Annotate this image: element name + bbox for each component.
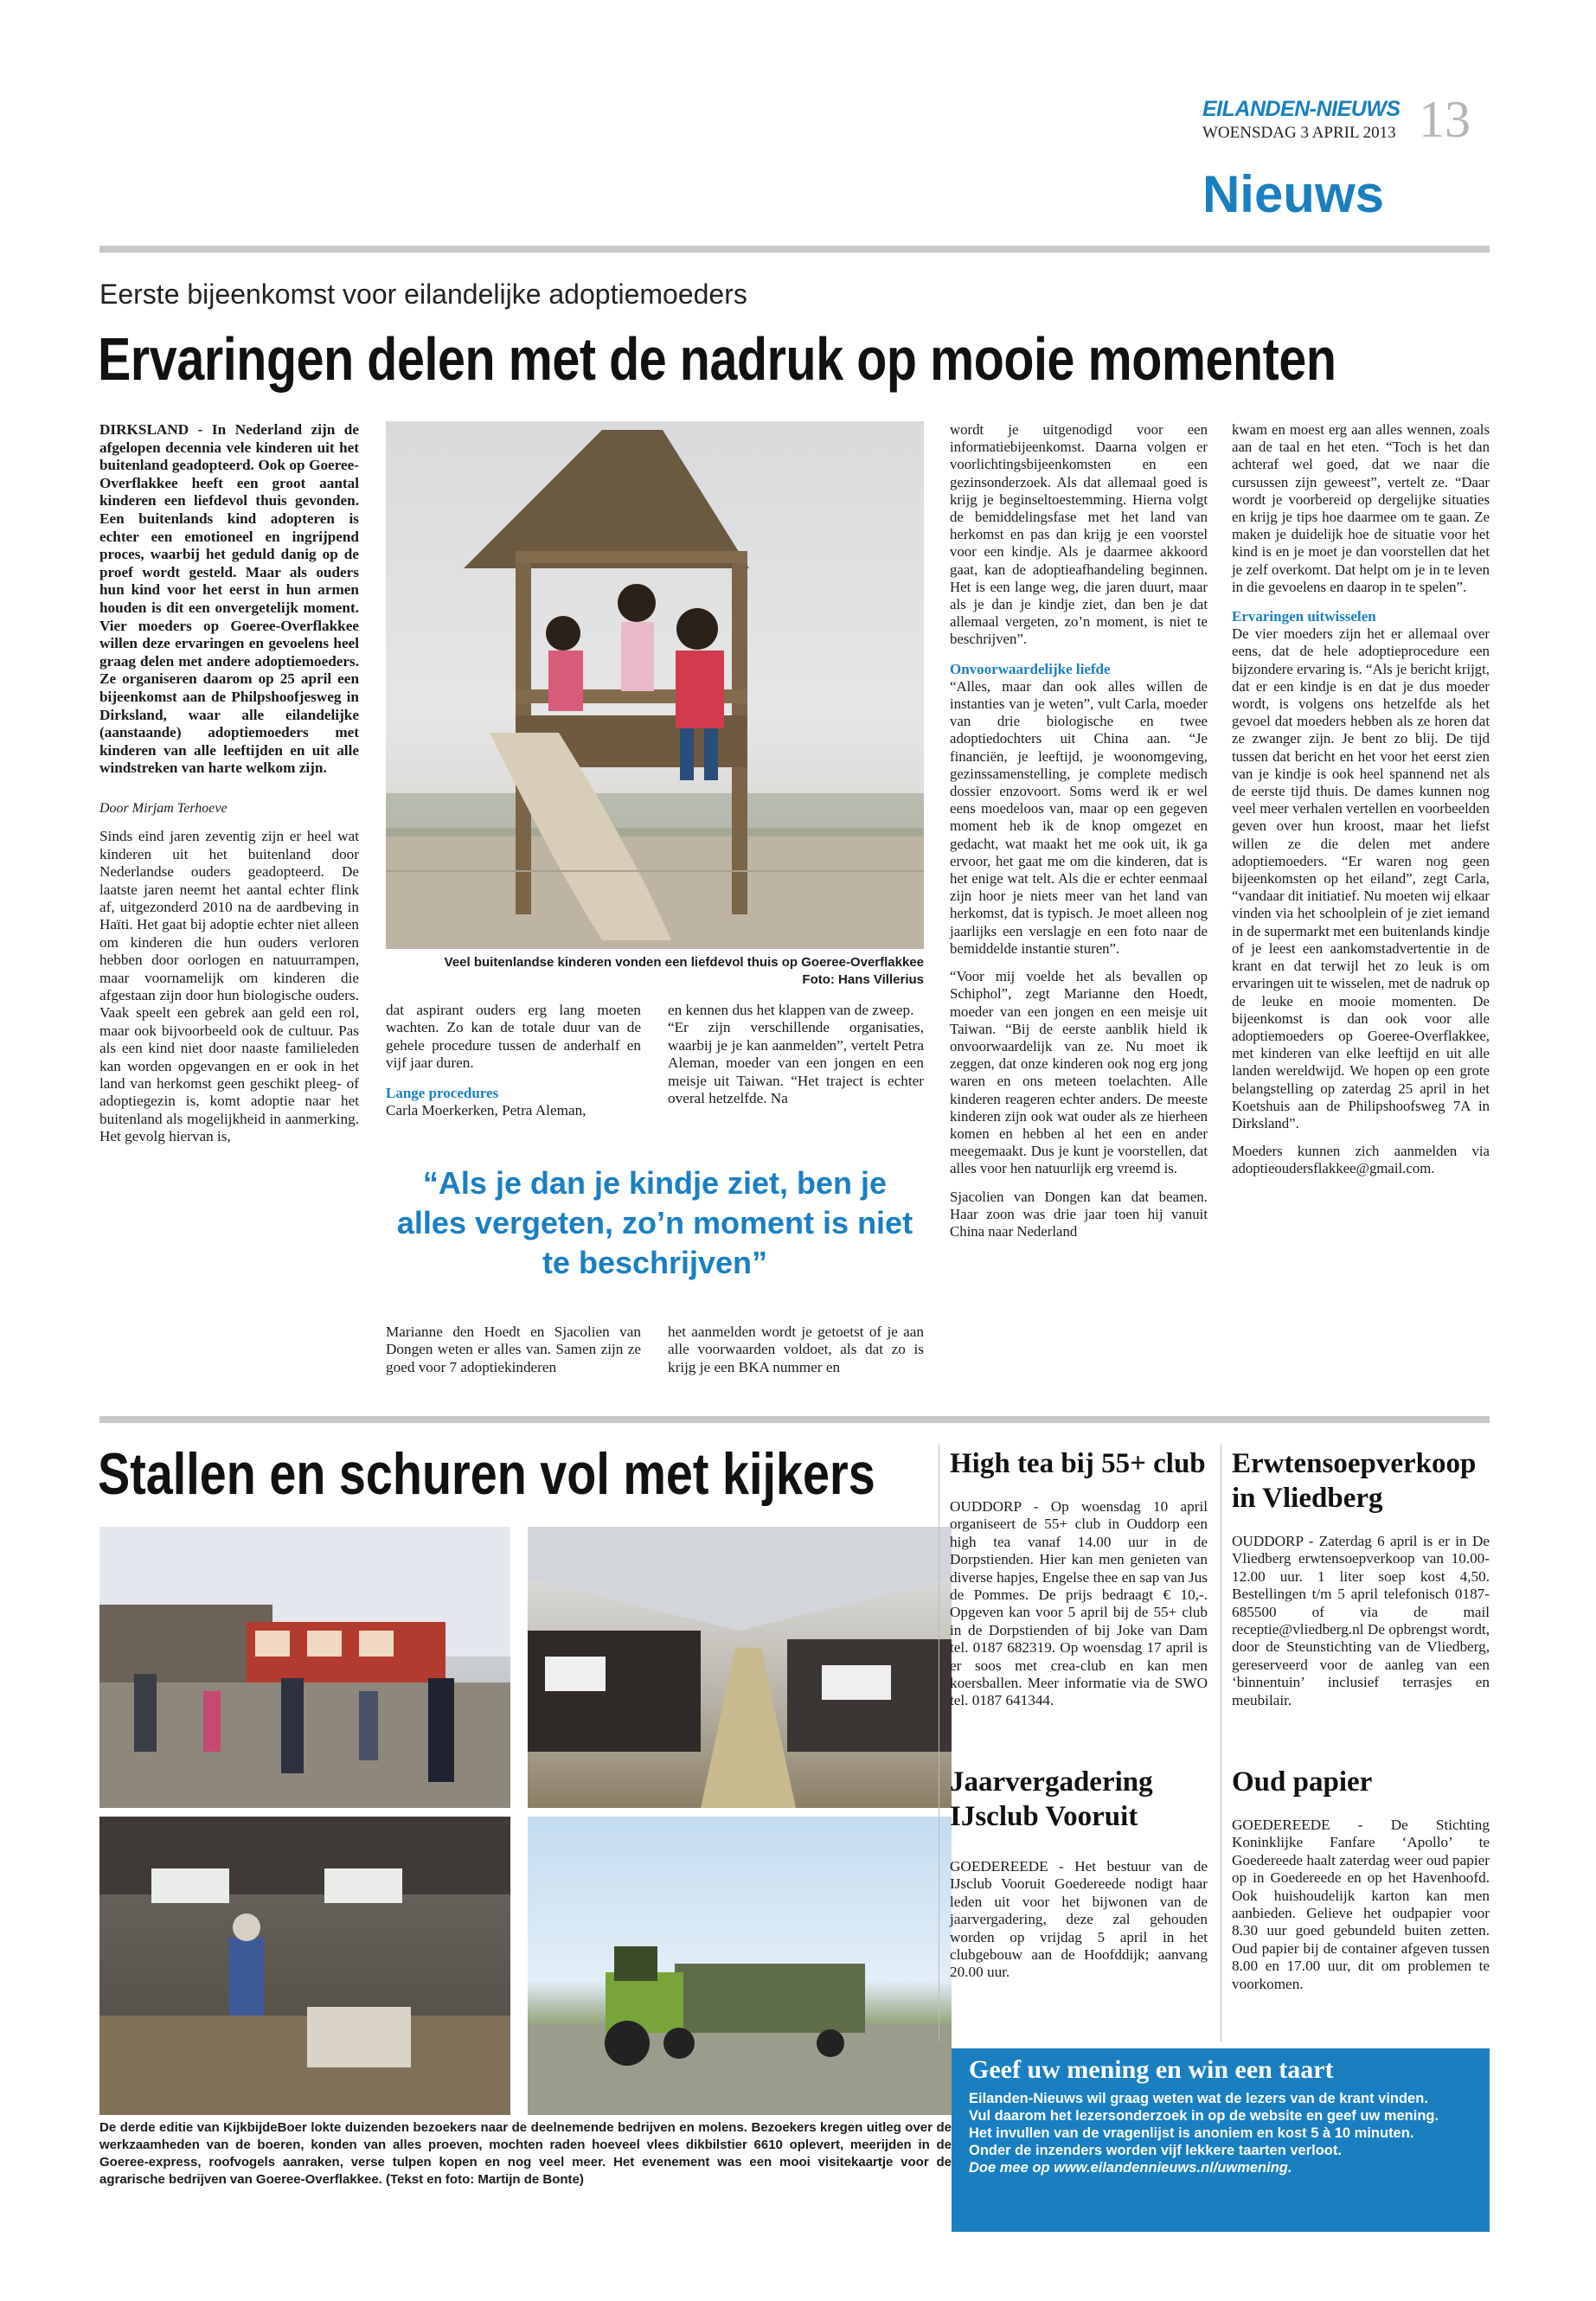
pull-quote: “Als je dan je kindje ziet, ben je alles vergeten, zo’n moment is niet te beschrijven” [396, 1165, 913, 1280]
subhead-onvoorwaardelijke-liefde: Onvoorwaardelijke liefde [950, 660, 1111, 677]
promo-title: Geef uw mening en win een taart [969, 2055, 1334, 2084]
section-title: Nieuws [1202, 165, 1384, 223]
subhead-ervaringen-uitwisselen: Ervaringen uitwisselen [1232, 608, 1376, 625]
newspaper-logo: EILANDEN-NIEUWS [1202, 97, 1401, 121]
col3-bottom: het aanmelden wordt je getoetst of je aan alle voorwaarden voldoet, als dat zo is krijg je een BKA nummer en [668, 1324, 924, 1375]
photo-caption: Veel buitenlandse kinderen vonden een liefdevol thuis op Goeree-Overflakkee [444, 955, 924, 970]
brief-title-jaarvergadering: Jaarvergadering IJsclub Vooruit [950, 1766, 1153, 1832]
article-col-2-bottom [386, 1324, 641, 1387]
article-col-1 [99, 421, 359, 1157]
article-col-3-bottom [668, 1324, 924, 1387]
tractor-illustration [528, 1817, 952, 2115]
barn-cows-photo [528, 1527, 952, 1808]
photo-caption-block [386, 954, 924, 989]
col5-p2: De vier moeders zijn het er allemaal over eens, dat de hele adoptieprocedure een bijzondere ervaring is. “Als je bericht krijgt, dat er een kindje is en dat je dus moeder wordt, is volgens ons hetzelfde als het gevoel dat moeders hebben als ze horen dat ze zwanger zijn. Je bent zo blij. De tijd tussen dat bericht en het voor het eerst zien van je kindje is ook heel spannend net als de eerste tijd thuis. De dames kunnen nog veel meer verhalen vertellen en voorbeelden geven over hun kroost, maar het liefst willen ze die delen met andere adoptiemoeders. “Er waren nog geen bijeenkomsten op het eiland”, zegt Carla, “vandaar dit initiatief. Nu moeten wij elkaar vinden via het schoolplein of je ziet iemand in de supermarkt met een buitenlands kindje of je leest een aankomstadvertentie in de krant en dat terwijl het zo leuk is om ervaringen uit te wisselen, met de nadruk op de leuke en mooie momenten. De bijeenkomst is dan ook voor alle adoptiemoeders op Goeree-Overflakkee, met kinderen van elke leeftijd en uit alle landen wereldwijd. We hopen op een grote belangstelling op zaterdag 25 april in het Koetshuis aan de Philipshoofsweg 7A in Dirksland”. [1232, 625, 1490, 1131]
children-photo-illustration [386, 421, 924, 949]
tractor-photo [528, 1817, 952, 2115]
promo-body [969, 2090, 1472, 2176]
article-col1-body: Sinds eind jaren zeventig zijn er heel wat kinderen uit het buitenland door Nederlandse ouders geadopteerd. De laatste jaren neemt het aantal echter flink af, uitgezonderd 2010 na de aardbeving in Haïti. Het gaat bij adoptie echter niet alleen om kinderen die hun ouders verloren hebben door oorlogen en natuurrampen, maar voornamelijk om kinderen die afgestaan zijn door hun biologische ouders. Vaak speelt een gebrek aan geld een rol, maar ook bijvoorbeeld ook de cultuur. Pas als een kind niet door naaste familieleden kan worden opgevangen en er ook in het land van herkomst geen geschikt pleeg- of adoptiegezin is, komt adoptie naar het buitenland als mogelijkheid in aanmerking. Het gevolg hiervan is, [99, 828, 359, 1145]
page-number: 13 [1419, 91, 1471, 148]
barn-cows-illustration [528, 1527, 952, 1808]
middle-rule [99, 1416, 1490, 1423]
promo-line: Het invullen van de vragenlijst is anoniem en kost 5 à 10 minuten. [969, 2125, 1414, 2141]
issue-date: WOENSDAG 3 APRIL 2013 [1202, 124, 1396, 142]
children-photo [386, 421, 924, 949]
promo-line: Vul daarom het lezersonderzoek in op de website en geef uw mening. [969, 2108, 1439, 2124]
col5-p3: Moeders kunnen zich aanmelden via adoptieoudersflakkee@gmail.com. [1232, 1143, 1490, 1177]
barn-interior-illustration [99, 1817, 510, 2115]
top-rule [99, 246, 1490, 253]
col5-p1: kwam en moest erg aan alles wennen, zoals aan de taal en het eten. “Toch is het dan achteraf wel goed, dat we naar die cursussen zijn geweest”, vertelt ze. “Daar wordt je voorbereid op dergelijke situaties en krijg je tips hoe daarmee om te gaan. Ze maken je duidelijk hoe de situatie voor het kind is en je moet je dan voorstellen dat het je zelf overkomt. Dat helpt om je in te leven in die gevoelens en daarop in te spelen”. [1232, 421, 1490, 595]
article-col-2 [386, 1002, 641, 1130]
brief-body-high-tea: OUDDORP - Op woensdag 10 april organiseert de 55+ club in Ouddorp een high tea vanaf 14.00 uur in de Dorpstienden. Hier kan men genieten van diverse hapjes, Engelse thee en sap van Jus de Pommes. De prijs bedraagt € 10,-. Opgeven kan voor 5 april bij de 55+ club in de Dorpstienden of bij Joke van Dam tel. 0187 682319. Op woensdag 17 april is er soos met crea-club en kan men koersballen. Meer informatie via de SWO tel. 0187 641344. [950, 1498, 1208, 1709]
farm-crowd-photo [99, 1527, 510, 1808]
article-col-4 [950, 421, 1208, 1251]
photo-credit: Foto: Hans Villerius [802, 972, 924, 987]
col4-p2: “Alles, maar dan ook alles willen de instanties van je weten”, vult Carla, moeder van drie biologische en twee adoptiedochters uit China aan. “Je financiën, je leeftijd, je woonomgeving, gezinssamenstelling, je complete medisch dossier enzovoort. Soms werd ik er wel eens moedeloos van, maar op een gegeven moment heb ik de knop omgezet en gedacht, wat maakt het me ook uit, ik ga ervoor, het gaat me om die kinderen, dat is het enige wat telt. Als die er echter eenmaal zijn hoor je niets meer van het land van herkomst, dat is typisch. Je moet alleen nog jaarlijks een verslagje en een foto naar de bemiddelde instantie sturen”. [950, 677, 1208, 957]
survey-promo-box [952, 2048, 1490, 2232]
brief-body-erwtensoep: OUDDORP - Zaterdag 6 april is er in De Vliedberg erwtensoepverkoop van 10.00-12.00 uur. 1 liter soep kost 4,50. Bestellingen t/m 5 april telefonisch 0187-685500 of via de mail receptie@vliedberg.nl De opbrengst wordt, door de Steunstichting van de Vliedberg, gereserveerd voor de aanleg van een ‘binnentuin’ inclusief terrasjes en meubilair. [1232, 1533, 1490, 1708]
masthead [1202, 97, 1401, 143]
brief-title-oud-papier: Oud papier [1232, 1766, 1373, 1798]
brief-title-high-tea: High tea bij 55+ club [950, 1448, 1206, 1479]
col2-text2: Carla Moerkerken, Petra Aleman, [386, 1102, 586, 1119]
col4-p3: “Voor mij voelde het als bevallen op Schiphol”, zegt Marianne den Hoedt, moeder van een jongen en een meisje uit Taiwan. “Bij de eerste aanblik hield ik onvoorwaardelijk van ze. Nu moet ik zeggen, dat onze kinderen ook nog erg jong waren en ons meteen toelachten. Alle kinderen reageren echter anders. De meeste kinderen zijn ook wat ouder als ze hierheen komen en hebben al het een en ander meegemaakt. Dus je kunt je voorstellen, dat alles voor hen natuurlijk erg vreemd is. [950, 968, 1208, 1177]
barn-interior-photo [99, 1817, 510, 2115]
article-kicker: Eerste bijeenkomst voor eilandelijke adoptiemoeders [99, 279, 747, 310]
promo-survey-link[interactable]: Doe mee op www.eilandennieuws.nl/uwmening. [969, 2160, 1292, 2176]
byline: Door Mirjam Terhoeve [99, 800, 228, 816]
stallen-headline: Stallen en schuren vol met kijkers [98, 1441, 875, 1507]
brief-body-oud-papier: GOEDEREEDE - De Stichting Koninklijke Fanfare ‘Apollo’ te Goedereede haalt zaterdag weer oud papier op in Goedereede en op het Havenhoofd. Ook huishoudelijk karton kan men aanbieden. Gelieve het oudpapier voor 8.30 uur goed gebundeld buiten zetten. Oud papier bij de container afgeven tussen 8.00 en 17.00 uur, dit om problemen te voorkomen. [1232, 1817, 1490, 1992]
col3-text: en kennen dus het klappen van de zweep. “Er zijn verschillende organisaties, waarbij je je kan aanmelden”, vertelt Petra Aleman, moeder van een jongen en een meisje uit Taiwan. “Het traject is echter overal hetzelfde. Na [668, 1002, 924, 1107]
article-col-5 [1232, 421, 1490, 1189]
article-headline: Ervaringen delen met de nadruk op mooie momenten [98, 325, 1336, 393]
farm-crowd-illustration [99, 1527, 510, 1808]
promo-line: Onder de inzenders worden vijf lekkere taarten verloot. [969, 2143, 1342, 2158]
brief-title-erwtensoep: Erwtensoepverkoop in Vliedberg [1232, 1448, 1477, 1514]
col4-p1: wordt je uitgenodigd voor een informatiebijeenkomst. Daarna volgen er voorlichtingsbijeenkomsten en een gezinsonderzoek. Als dat allemaal goed is krijg je beginseltoestemming. Hierna volgt de bemiddelingsfase met het land van herkomst en pas dan krijg je een voorstel voor een kindje. Als je daarmee akkoord gaat, kan de adoptieafhandeling beginnen. Het is een lange weg, die jaren duurt, maar als je dan je kindje ziet, dan ben je dat allemaal vergeten, zo’n moment, is niet te beschrijven”. [950, 421, 1208, 648]
article-col-3 [668, 1002, 924, 1118]
promo-line: Eilanden-Nieuws wil graag weten wat de lezers van de krant vinden. [969, 2091, 1428, 2106]
stallen-caption: De derde editie van KijkbijdeBoer lokte duizenden bezoekers naar de deelnemende bedrijven en molens. Bezoekers kregen uitleg over de werkzaamheden van de boeren, konden van alles proeven, mochten raden hoeveel vlees dikbilstier 6610 oplevert, meerijden in de Goeree-express, roofvogels aanraken, verse tulpen kopen en nog veel meer. Het evenement was een mooi visitekaartje voor de agrarische bedrijven van Goeree-Overflakkee. (Tekst en foto: Martijn de Bonte) [99, 2120, 952, 2187]
col2-text: dat aspirant ouders erg lang moeten wachten. Zo kan de totale duur van de gehele procedure tussen de anderhalf en vijf jaar duren. [386, 1002, 641, 1072]
col2-bottom: Marianne den Hoedt en Sjacolien van Dongen weten er alles van. Samen zijn ze goed voor 7 adoptiekinderen [386, 1324, 641, 1375]
subhead-lange-procedures: Lange procedures [386, 1084, 499, 1101]
article-lead: DIRKSLAND - In Nederland zijn de afgelopen decennia vele kinderen uit het buitenland geadopteerd. Ook op Goeree-Overflakkee heeft een groot aantal kinderen een liefdevol thuis gevonden. Een buitenlands kind adopteren is echter een emotioneel en ingrijpend proces, waarbij het geduld danig op de proef wordt gesteld. Maar als ouders hun kind voor het eerst in hun armen houden is dit een onvergetelijk moment. Vier moeders op Goeree-Overflakkee willen deze ervaringen en gevoelens heel graag delen met andere adoptiemoeders. Ze organiseren daarom op 25 april een bijeenkomst aan de Philpshoofjesweg in Dirksland, waar alle eilandelijke (aanstaande) adoptiemoeders met kinderen van alle leeftijden en uit alle windstreken van harte welkom zijn. [99, 421, 359, 777]
col4-p4: Sjacolien van Dongen kan dat beamen. Haar zoon was drie jaar toen hij vanuit China naar Nederland [950, 1188, 1208, 1240]
brief-body-jaarvergadering: GOEDEREEDE - Het bestuur van de IJsclub Vooruit Goedereede nodigt haar leden uit voor het bijwonen van de jaarvergadering, deze zal gehouden worden op vrijdag 5 april in het clubgebouw aan de Hoofddijk; aanvang 20.00 uur. [950, 1858, 1208, 1981]
